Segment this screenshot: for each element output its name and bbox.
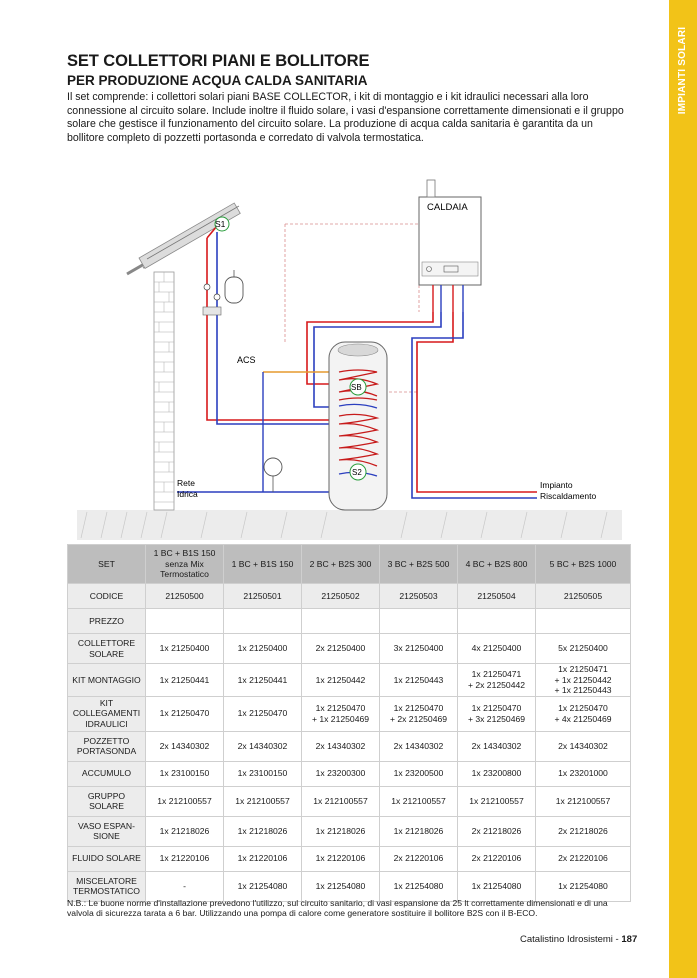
table-cell: 2x 21220106 bbox=[380, 846, 458, 871]
system-diagram bbox=[67, 162, 629, 542]
acs-label: ACS bbox=[237, 355, 256, 365]
table-cell: 2x 14340302 bbox=[536, 731, 631, 761]
table-cell: 1x 21250471 + 2x 21250442 bbox=[458, 664, 536, 697]
table-cell: 1x 212100557 bbox=[458, 786, 536, 816]
row-label: KIT COLLEGAMENTI IDRAULICI bbox=[68, 696, 146, 731]
table-cell: 1x 21218026 bbox=[224, 816, 302, 846]
column-header: 1 BC + B1S 150 senza Mix Termostatico bbox=[146, 545, 224, 584]
table-cell: - bbox=[146, 871, 224, 901]
table-cell: 1x 21250470 bbox=[146, 696, 224, 731]
table-cell: 1x 212100557 bbox=[302, 786, 380, 816]
table-cell: 2x 21218026 bbox=[458, 816, 536, 846]
table-cell: 1x 23100150 bbox=[146, 761, 224, 786]
page-footer bbox=[520, 934, 637, 945]
boiler-caldaia bbox=[419, 180, 481, 285]
storage-tank bbox=[329, 342, 387, 510]
row-label: FLUIDO SOLARE bbox=[68, 846, 146, 871]
table-cell: 1x 21250470 + 1x 21250469 bbox=[302, 696, 380, 731]
table-cell: 21250502 bbox=[302, 584, 380, 609]
table-cell bbox=[224, 609, 302, 634]
table-cell: 21250503 bbox=[380, 584, 458, 609]
table-cell: 5x 21250400 bbox=[536, 634, 631, 664]
page-subtitle: PER PRODUZIONE ACQUA CALDA SANITARIA bbox=[67, 73, 368, 88]
impianto-label-2: Riscaldamento bbox=[540, 491, 597, 501]
column-header: 4 BC + B2S 800 bbox=[458, 545, 536, 584]
column-header: 5 BC + B2S 1000 bbox=[536, 545, 631, 584]
table-cell: 21250501 bbox=[224, 584, 302, 609]
table-cell: 1x 23200300 bbox=[302, 761, 380, 786]
rete-label-1: Rete bbox=[177, 478, 195, 488]
table-row bbox=[68, 731, 631, 761]
table-cell: 1x 21218026 bbox=[380, 816, 458, 846]
side-tab-label: IMPIANTI SOLARI bbox=[677, 26, 689, 114]
table-cell bbox=[458, 609, 536, 634]
table-cell bbox=[146, 609, 224, 634]
table-cell: 1x 21250441 bbox=[146, 664, 224, 697]
table-cell: 2x 21218026 bbox=[536, 816, 631, 846]
impianto-label-1: Impianto bbox=[540, 480, 573, 490]
table-cell: 1x 212100557 bbox=[536, 786, 631, 816]
table-cell: 2x 14340302 bbox=[458, 731, 536, 761]
table-cell: 1x 21250400 bbox=[224, 634, 302, 664]
table-cell: 1x 21218026 bbox=[146, 816, 224, 846]
table-cell: 1x 21218026 bbox=[302, 816, 380, 846]
sb-label: SB bbox=[351, 383, 362, 392]
solar-group bbox=[203, 272, 221, 332]
table-cell: 1x 21250470 + 3x 21250469 bbox=[458, 696, 536, 731]
table-cell: 1x 21250441 bbox=[224, 664, 302, 697]
table-row bbox=[68, 696, 631, 731]
column-header: 2 BC + B2S 300 bbox=[302, 545, 380, 584]
table-cell: 1x 212100557 bbox=[146, 786, 224, 816]
table-cell: 1x 21254080 bbox=[302, 871, 380, 901]
table-cell: 1x 21250470 + 4x 21250469 bbox=[536, 696, 631, 731]
table-cell: 1x 23200500 bbox=[380, 761, 458, 786]
footnote: N.B.: Le buone norme d'installazione prevedono l'utilizzo, sul circuito sanitario, di vasi espansione da 25 lt correttamente dimensionati e di una valvola di sicurezza tarata a 6 bar. Utilizzando una pompa di calore come generatore sostituire il bollitore B2S con il B-ECO. bbox=[67, 898, 608, 918]
table-cell: 2x 14340302 bbox=[380, 731, 458, 761]
table-cell: 1x 21250442 bbox=[302, 664, 380, 697]
side-tab-label-box bbox=[669, 0, 697, 140]
sets-table bbox=[67, 544, 631, 902]
table-cell: 1x 212100557 bbox=[380, 786, 458, 816]
table-row bbox=[68, 816, 631, 846]
row-label: MISCELATORE TERMOSTATICO bbox=[68, 871, 146, 901]
table-cell: 21250505 bbox=[536, 584, 631, 609]
column-header: 3 BC + B2S 500 bbox=[380, 545, 458, 584]
row-label: GRUPPO SOLARE bbox=[68, 786, 146, 816]
table-cell: 1x 21220106 bbox=[302, 846, 380, 871]
table-row bbox=[68, 786, 631, 816]
table-cell: 1x 21250470 + 2x 21250469 bbox=[380, 696, 458, 731]
intro-text: Il set comprende: i collettori solari piani BASE COLLECTOR, i kit di montaggio e i kit idraulici necessari alla loro connessione al circuito solare. Include inoltre il fluido solare, i vasi d'espansione correttamente dimensionati e il gruppo solare che gestisce il funzionamento del circuito solare. La produzione di acqua calda sanitaria è garantita da un bollitore completo di pozzetti portasonda e corredato di valvola termostatica. bbox=[67, 91, 624, 144]
s1-label: S1 bbox=[215, 219, 226, 229]
expansion-vessel-solar bbox=[225, 270, 243, 303]
table-cell: 1x 21254080 bbox=[224, 871, 302, 901]
table-cell: 1x 21250470 bbox=[224, 696, 302, 731]
table-cell: 3x 21250400 bbox=[380, 634, 458, 664]
boiler-pipes bbox=[433, 285, 463, 312]
solar-circuit bbox=[207, 226, 329, 424]
table-cell: 2x 21250400 bbox=[302, 634, 380, 664]
table-row bbox=[68, 664, 631, 697]
row-label: CODICE bbox=[68, 584, 146, 609]
table-cell: 2x 14340302 bbox=[302, 731, 380, 761]
prezzo-row bbox=[68, 609, 631, 634]
codice-row bbox=[68, 584, 631, 609]
row-label: POZZETTO PORTASONDA bbox=[68, 731, 146, 761]
table-cell: 1x 212100557 bbox=[224, 786, 302, 816]
row-label: ACCUMULO bbox=[68, 761, 146, 786]
brick-wall bbox=[154, 272, 174, 510]
table-cell: 1x 21220106 bbox=[224, 846, 302, 871]
table-cell: 1x 23201000 bbox=[536, 761, 631, 786]
table-cell: 1x 21250400 bbox=[146, 634, 224, 664]
table-cell: 1x 21220106 bbox=[146, 846, 224, 871]
caldaia-label: CALDAIA bbox=[427, 202, 468, 213]
table-cell: 21250504 bbox=[458, 584, 536, 609]
solar-collector bbox=[127, 203, 240, 274]
table-cell: 2x 14340302 bbox=[146, 731, 224, 761]
table-cell: 1x 23200800 bbox=[458, 761, 536, 786]
page-title: SET COLLETTORI PIANI E BOLLITORE bbox=[67, 52, 370, 70]
table-cell bbox=[302, 609, 380, 634]
component-rows bbox=[68, 634, 631, 902]
table-cell bbox=[380, 609, 458, 634]
table-row bbox=[68, 761, 631, 786]
table-cell: 21250500 bbox=[146, 584, 224, 609]
table-cell: 4x 21250400 bbox=[458, 634, 536, 664]
table-row bbox=[68, 871, 631, 901]
s2-label: S2 bbox=[352, 468, 362, 477]
row-label: COLLETTORE SOLARE bbox=[68, 634, 146, 664]
row-label: PREZZO bbox=[68, 609, 146, 634]
page-number: 187 bbox=[621, 934, 638, 945]
table-cell: 1x 21250471 + 1x 21250442 + 1x 21250443 bbox=[536, 664, 631, 697]
table-cell bbox=[536, 609, 631, 634]
table-cell: 1x 21254080 bbox=[458, 871, 536, 901]
table-cell: 1x 21254080 bbox=[536, 871, 631, 901]
table-row bbox=[68, 634, 631, 664]
side-tab bbox=[669, 0, 697, 978]
table-cell: 1x 21250443 bbox=[380, 664, 458, 697]
row-label: KIT MONTAGGIO bbox=[68, 664, 146, 697]
table-cell: 1x 21254080 bbox=[380, 871, 458, 901]
row-label: VASO ESPAN-SIONE bbox=[68, 816, 146, 846]
column-header: 1 BC + B1S 150 bbox=[224, 545, 302, 584]
expansion-vessel-sanitary bbox=[264, 458, 282, 492]
table-header-row bbox=[68, 545, 631, 584]
table-cell: 1x 23100150 bbox=[224, 761, 302, 786]
column-header: SET bbox=[68, 545, 146, 584]
table-cell: 2x 21220106 bbox=[536, 846, 631, 871]
footer-text: Catalistino Idrosistemi - bbox=[520, 934, 622, 945]
ground bbox=[77, 510, 622, 540]
table-cell: 2x 21220106 bbox=[458, 846, 536, 871]
table-row bbox=[68, 846, 631, 871]
rete-label-2: Idrica bbox=[177, 489, 198, 499]
sanitary-circuit bbox=[177, 372, 329, 492]
table-cell: 2x 14340302 bbox=[224, 731, 302, 761]
